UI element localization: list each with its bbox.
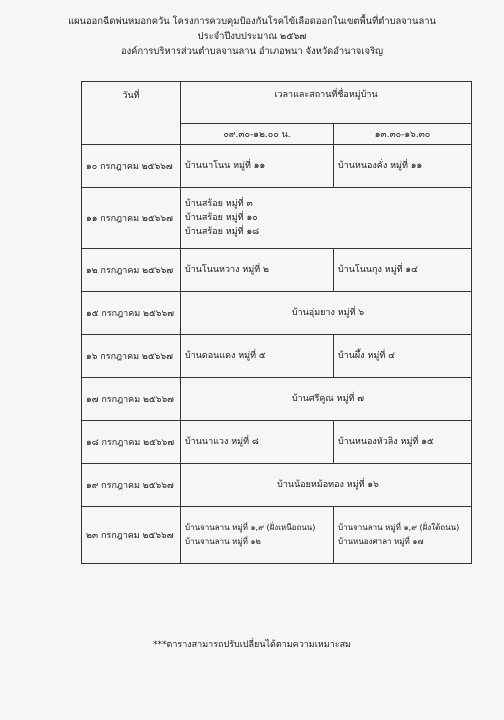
table-row: [82, 145, 472, 188]
village-entry: บ้านดอนแดง หมู่ที่ ๕: [185, 351, 266, 361]
table-row: [82, 188, 472, 249]
date-cell: ๑๘ กรกฎาคม ๒๕๖๖๗: [82, 421, 181, 464]
village-entry: บ้านจานลาน หมู่ที่ ๑,๙ (ฝั่งใต้ถนน): [338, 523, 460, 532]
village-entry: บ้านสร้อย หมู่ที่ ๑๐: [185, 213, 258, 223]
date-cell: ๑๙ กรกฎาคม ๒๕๖๖๗: [82, 464, 181, 507]
footnote: ***ตารางสามารถปรับเปลี่ยนได้ตามความเหมาะสม: [152, 640, 351, 650]
morning-cell: [181, 421, 334, 464]
all-day-cell: บ้านศรีคูณ หมู่ที่ ๗: [181, 378, 472, 421]
header-title: แผนออกฉีดพ่นหมอกควัน โครงการควบคุมป้องกันโรคไข้เลือดออกในเขตพื้นที่ตำบลจานลาน: [68, 16, 436, 27]
date-cell: ๑๗ กรกฎาคม ๒๕๖๖๗: [82, 378, 181, 421]
afternoon-cell: [334, 145, 472, 188]
afternoon-cell: [334, 335, 472, 378]
village-entry: บ้านหนองศาลา หมู่ที่ ๑๗: [338, 537, 424, 546]
village-entry: บ้านนาโนน หมู่ที่ ๑๑: [185, 161, 266, 171]
schedule-table: [81, 81, 472, 564]
column-header-date: วันที่: [82, 82, 181, 145]
table-row: [82, 507, 472, 564]
village-entry: บ้านผึ้ง หมู่ที่ ๔: [338, 351, 395, 361]
village-entry: บ้านจานลาน หมู่ที่ ๑,๙ (ฝั่งเหนือถนน): [185, 523, 316, 532]
village-entry: บ้านนาแวง หมู่ที่ ๘: [185, 437, 259, 447]
table-row: [82, 421, 472, 464]
merged-cell: [181, 188, 472, 249]
all-day-cell: บ้านอุ่มยาง หมู่ที่ ๖: [181, 292, 472, 335]
date-cell: ๑๖ กรกฎาคม ๒๕๖๖๗: [82, 335, 181, 378]
afternoon-cell: [334, 249, 472, 292]
document-header: [0, 14, 504, 59]
date-cell: ๑๒ กรกฎาคม ๒๕๖๖๗: [82, 249, 181, 292]
morning-cell: [181, 145, 334, 188]
village-entry: บ้านโนนหวาง หมู่ที่ ๒: [185, 265, 269, 275]
column-header-place: เวลาและสถานที่ชื่อหมู่บ้าน: [181, 82, 472, 124]
date-cell: ๑๕ กรกฎาคม ๒๕๖๖๗: [82, 292, 181, 335]
header-organization: องค์การบริหารส่วนตำบลจานลาน อำเภอพนา จังหวัดอำนาจเจริญ: [120, 46, 384, 57]
village-entry: บ้านโนนกุง หมู่ที่ ๑๔: [338, 265, 418, 275]
village-entry: บ้านหนองหัวลิง หมู่ที่ ๑๕: [338, 437, 434, 447]
village-entry: บ้านจานลาน หมู่ที่ ๑๒: [185, 537, 261, 546]
column-header-morning: ๐๙.๓๐-๑๒.๐๐ น.: [181, 124, 334, 145]
morning-cell: [181, 507, 334, 564]
all-day-cell: บ้านน้อยหม้อทอง หมู่ที่ ๑๖: [181, 464, 472, 507]
date-cell: ๑๐ กรกฎาคม ๒๕๖๖๗: [82, 145, 181, 188]
table-row: [82, 335, 472, 378]
table-row: [82, 378, 472, 421]
date-cell: ๒๓ กรกฎาคม ๒๕๖๖๗: [82, 507, 181, 564]
morning-cell: [181, 249, 334, 292]
village-entry: บ้านสร้อย หมู่ที่ ๓: [185, 199, 253, 209]
village-entry: บ้านหนองคั่ง หมู่ที่ ๑๑: [338, 161, 423, 171]
header-fiscal-year: ประจำปีงบประมาณ ๒๕๖๗: [197, 31, 307, 42]
column-header-afternoon: ๑๓.๓๐-๑๖.๓๐: [334, 124, 472, 145]
afternoon-cell: [334, 507, 472, 564]
village-entry: บ้านสร้อย หมู่ที่ ๑๘: [185, 227, 260, 237]
table-row: [82, 249, 472, 292]
table-row: [82, 464, 472, 507]
afternoon-cell: [334, 421, 472, 464]
morning-cell: [181, 335, 334, 378]
date-cell: ๑๑ กรกฎาคม ๒๕๖๖๗: [82, 188, 181, 249]
table-row: [82, 292, 472, 335]
